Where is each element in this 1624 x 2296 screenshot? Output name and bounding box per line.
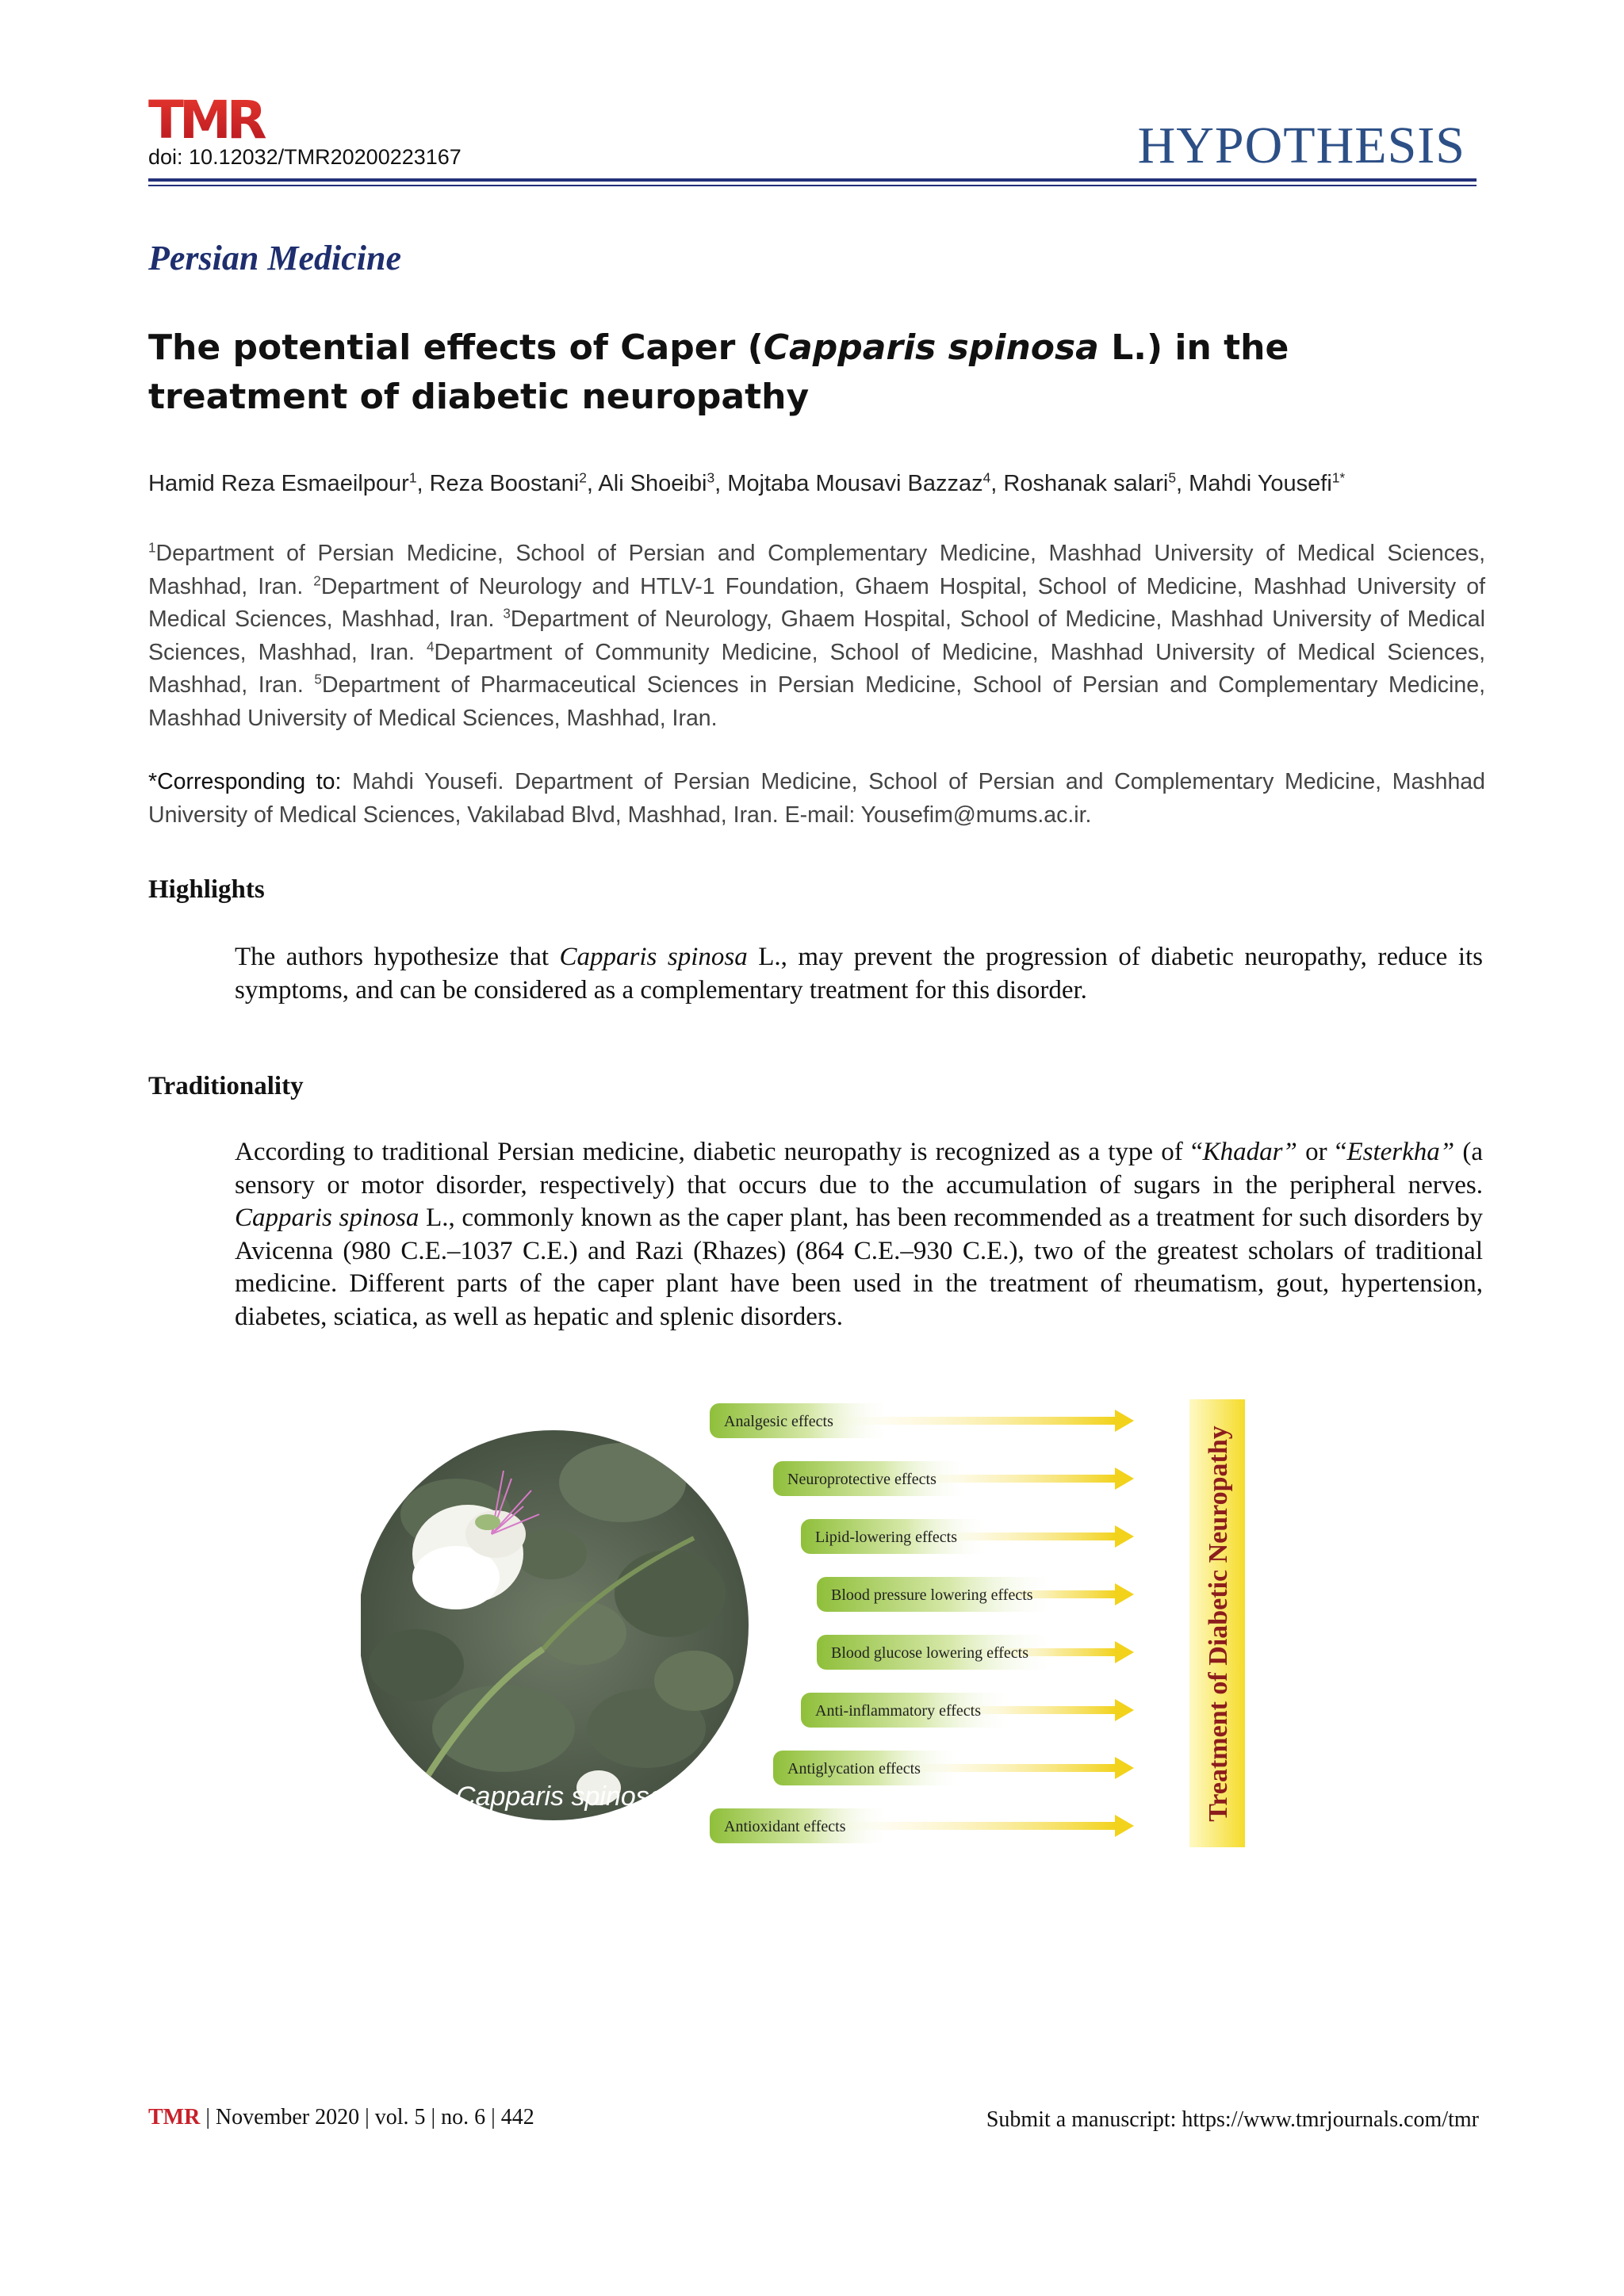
highlights-heading: Highlights xyxy=(148,875,265,904)
effect-label: Blood glucose lowering effects xyxy=(831,1644,1029,1662)
affil-num: 2 xyxy=(313,573,321,588)
footer-submit: Submit a manuscript: https://www.tmrjournals.com/tmr xyxy=(986,2107,1479,2132)
author: Reza Boostani xyxy=(429,471,580,496)
effect-row xyxy=(773,1751,1134,1785)
author: Ali Shoeibi xyxy=(598,471,707,496)
species-name: Capparis spinosa xyxy=(559,943,748,971)
affil-num: 4 xyxy=(427,639,435,654)
affil-text: Department of Persian Medicine, School of Persian and Complementary Medicine, Mashhad University of Medical Sciences, Mashhad, Iran. xyxy=(148,541,1485,599)
effect-label: Blood pressure lowering effects xyxy=(831,1586,1033,1604)
effect-label: Lipid-lowering effects xyxy=(815,1529,958,1546)
effect-label: Anti-inflammatory effects xyxy=(815,1702,982,1720)
effect-arrow-head xyxy=(1115,1815,1134,1837)
highlights-paragraph xyxy=(235,941,1483,1007)
species-name: Capparis spinosa xyxy=(235,1203,419,1232)
logo-text: TMR xyxy=(148,94,262,143)
affil-num: 1 xyxy=(148,540,156,556)
text-run: According to traditional Persian medicine, diabetic neuropathy is recognized as a type of “ xyxy=(235,1138,1203,1166)
affiliations xyxy=(148,538,1485,735)
effect-row xyxy=(773,1461,1134,1496)
affil-text: Department of Neurology, Ghaem Hospital, School of Medicine, Mashhad University of Medical Sciences, Mashhad, Iran. xyxy=(148,607,1485,665)
effect-row xyxy=(710,1403,1134,1438)
footer-issue: | November 2020 | vol. 5 | no. 6 | 442 xyxy=(200,2105,534,2130)
effect-row xyxy=(710,1808,1134,1843)
effect-arrow-head xyxy=(1115,1583,1134,1605)
text-run: L., may prevent the progression of diabetic neuropathy, reduce its symptoms, and can be considered as a complementary treatment for this disorder. xyxy=(235,943,1483,1004)
effect-row xyxy=(801,1693,1134,1728)
figure-svg xyxy=(361,1395,1245,1851)
header-rule xyxy=(148,178,1477,182)
author-aff: 1 xyxy=(408,469,417,486)
effect-arrow-head xyxy=(1115,1525,1134,1548)
effect-row xyxy=(817,1577,1134,1612)
author: Mahdi Yousefi xyxy=(1189,471,1332,496)
affil-text: Department of Neurology and HTLV-1 Foundation, Ghaem Hospital, School of Medicine, Mashhad University of Medical Sciences, Mashhad, Iran. xyxy=(148,573,1485,632)
title-part: L.) in the treatment of diabetic neuropathy xyxy=(148,327,1289,417)
term-esterkha: Esterkha” xyxy=(1346,1138,1455,1166)
footer-citation xyxy=(148,2105,534,2130)
corresponding-label: *Corresponding to: xyxy=(148,769,342,794)
author: Roshanak salari xyxy=(1003,471,1169,496)
journal-logo xyxy=(148,94,310,143)
author-aff: 4 xyxy=(982,469,991,486)
effect-label: Antiglycation effects xyxy=(787,1760,921,1777)
target-label: Treatment of Diabetic Neuropathy xyxy=(1204,1425,1233,1822)
author-list: Hamid Reza Esmaeilpour$^1$, Reza Boostani$^2$, Ali Shoeibi$^3$, Mojtaba Mousavi Bazzaz$^4$, Roshanak salari$^5$, Mahdi Yousefi$^{1*}$ xyxy=(148,469,1346,496)
footer-journal: TMR xyxy=(148,2105,201,2130)
author-aff: 2 xyxy=(579,469,587,486)
doi: doi: 10.12032/TMR20200223167 xyxy=(148,145,462,169)
affil-num: 5 xyxy=(314,672,322,687)
effects-list xyxy=(710,1403,1134,1843)
term-khadar: Khadar” xyxy=(1202,1138,1297,1166)
title-species: Capparis spinosa xyxy=(763,327,1099,368)
traditionality-heading: Traditionality xyxy=(148,1072,304,1100)
effect-arrow-head xyxy=(1115,1468,1134,1490)
affil-text: Department of Community Medicine, School of Medicine, Mashhad University of Medical Sciences, Mashhad, Iran. xyxy=(148,639,1485,698)
author: Mojtaba Mousavi Bazzaz xyxy=(727,471,983,496)
article-title xyxy=(148,323,1488,422)
corresponding-text: Mahdi Yousefi. Department of Persian Medicine, School of Persian and Complementary Medicine, Mashhad University of Medical Sciences, Vakilabad Blvd, Mashhad, Iran. E-mail: Yousefim@mums.ac.ir. xyxy=(148,769,1485,828)
text-run: The authors hypothesize that xyxy=(235,943,560,971)
section-label: Persian Medicine xyxy=(148,239,401,277)
text-run: or “ xyxy=(1297,1138,1347,1166)
author-aff: 1* xyxy=(1331,469,1346,486)
effect-label: Analgesic effects xyxy=(724,1413,833,1430)
article-type: HYPOTHESIS xyxy=(1137,117,1465,174)
header-rule-thin xyxy=(148,185,1477,186)
text-run: (a sensory or motor disorder, respectively) that occurs due to the accumulation of sugars in the peripheral nerves. xyxy=(235,1138,1483,1200)
traditionality-paragraph xyxy=(235,1136,1483,1334)
title-part: The potential effects of Caper ( xyxy=(148,327,764,368)
effect-row xyxy=(801,1519,1134,1554)
effect-row xyxy=(817,1635,1134,1670)
affil-text: Department of Pharmaceutical Sciences in Persian Medicine, School of Persian and Complementary Medicine, Mashhad University of Medical Sciences, Mashhad, Iran. xyxy=(148,672,1485,731)
text-run: L., commonly known as the caper plant, has been recommended as a treatment for such disorders by Avicenna (980 C.E.–1037 C.E.) and Razi (Rhazes) (864 C.E.–930 C.E.), two of the greatest scholars of traditional medicine. Different parts of the caper plant have been used in the treatment of rheumatism, gout, hypertension, diabetes, sciatica, as well as hepatic and splenic disorders. xyxy=(235,1203,1483,1331)
corresponding-author xyxy=(148,766,1485,832)
affil-num: 3 xyxy=(503,606,511,622)
author: Hamid Reza Esmaeilpour xyxy=(148,471,409,496)
effect-arrow-head xyxy=(1115,1699,1134,1721)
author-aff: 5 xyxy=(1168,469,1177,486)
effect-arrow-head xyxy=(1115,1641,1134,1663)
author-aff: 3 xyxy=(707,469,715,486)
hypothesis-figure xyxy=(361,1395,1245,1851)
effect-label: Antioxidant effects xyxy=(724,1818,846,1835)
photo-caption: Capparis spinosa xyxy=(456,1781,665,1812)
effect-label: Neuroprotective effects xyxy=(787,1471,936,1488)
effect-arrow-head xyxy=(1115,1410,1134,1432)
effect-arrow-head xyxy=(1115,1757,1134,1779)
caper-photo xyxy=(361,1427,757,1823)
